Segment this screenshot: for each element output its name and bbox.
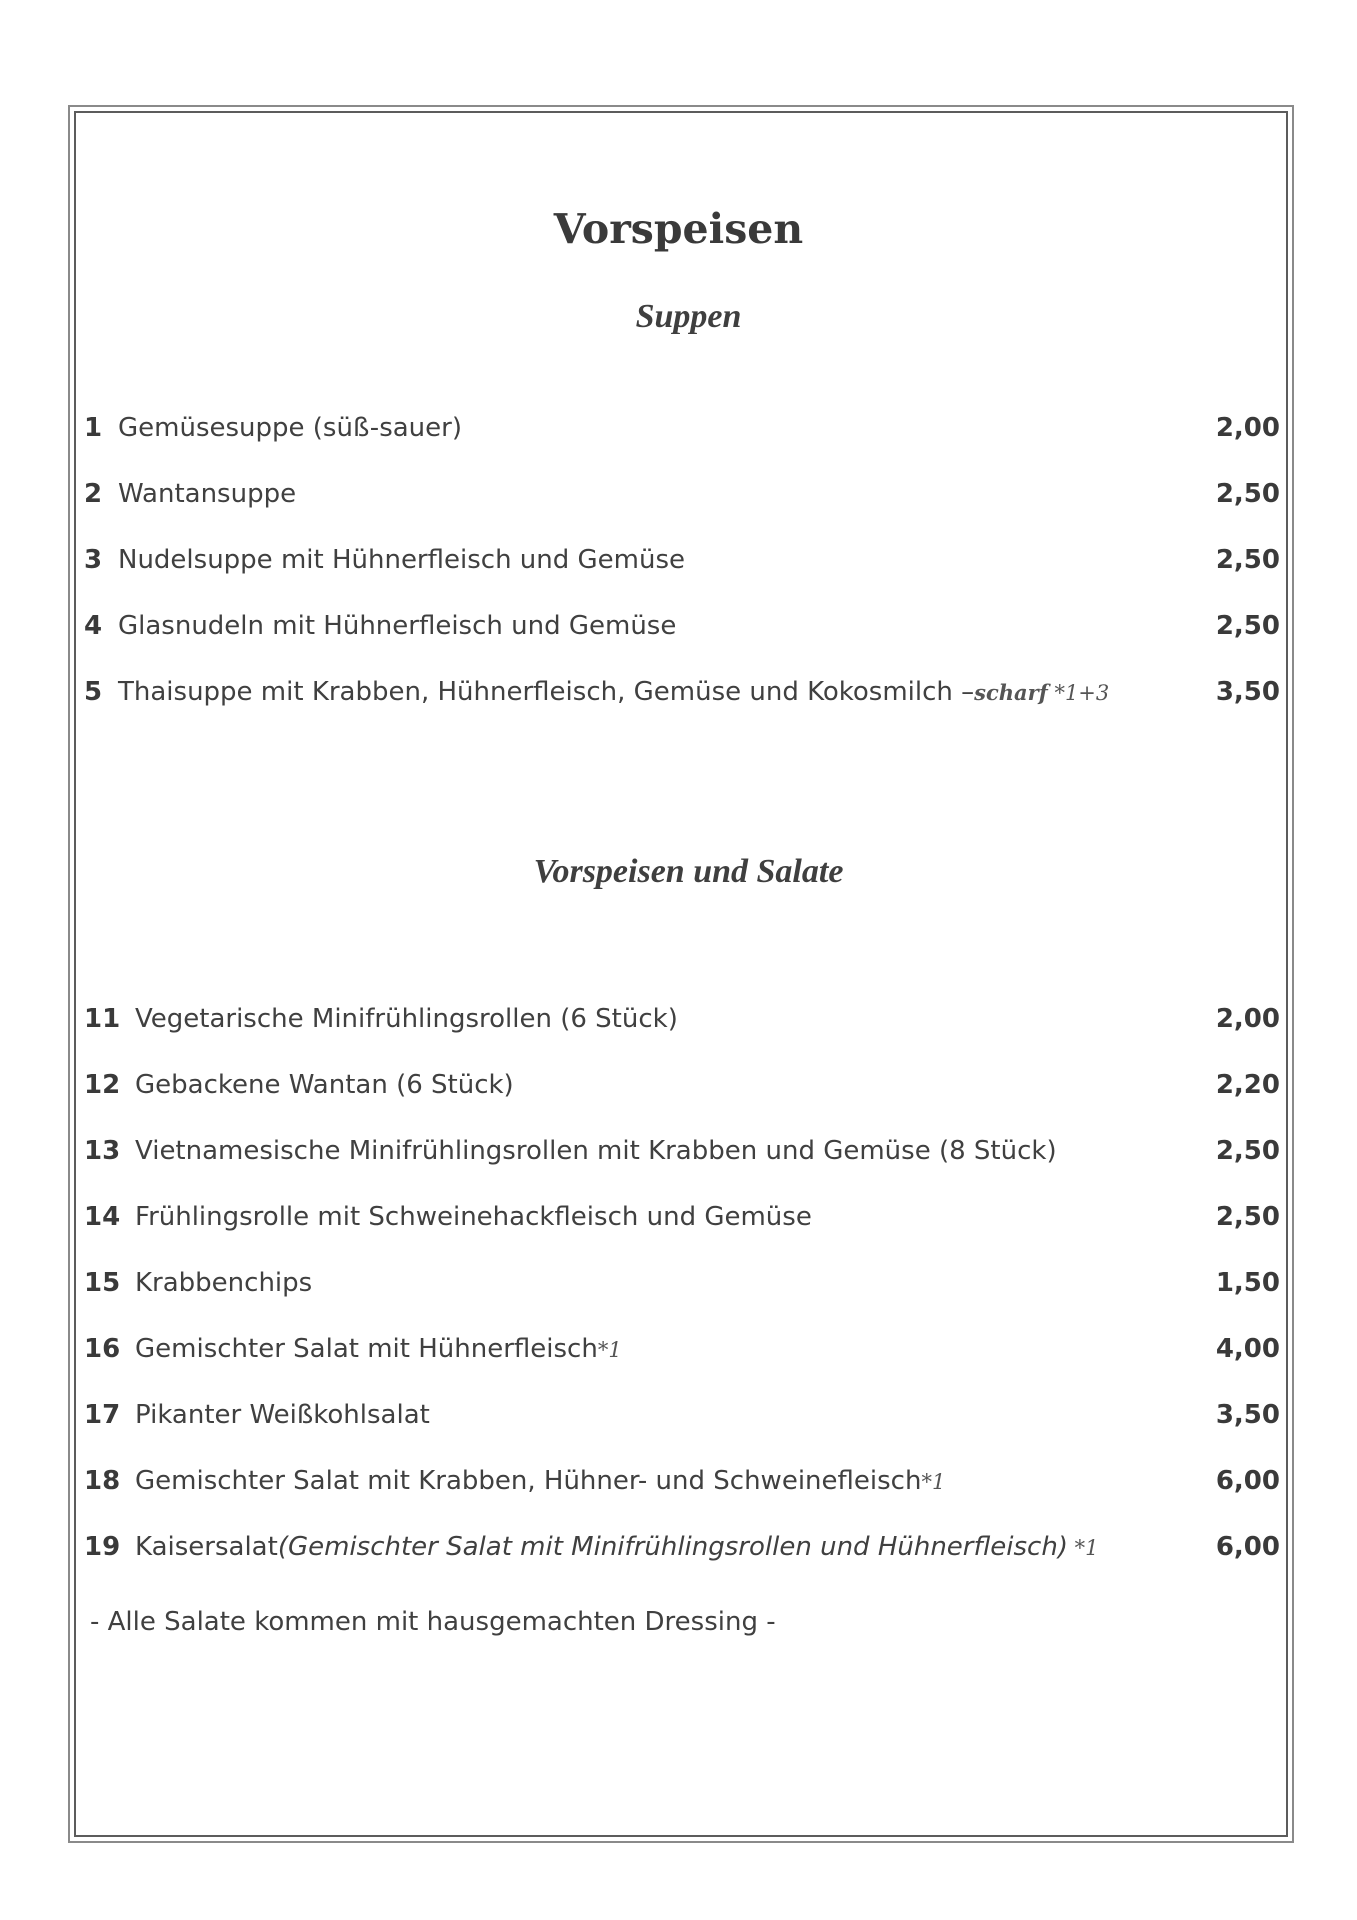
item-number: 17 [84,1400,121,1430]
item-number: 14 [84,1202,121,1232]
item-number: 3 [84,545,103,575]
item-price: 2,50 [1215,479,1280,509]
item-price: 3,50 [1215,677,1280,707]
menu-item [84,1263,1280,1303]
menu-item [84,1461,1280,1501]
item-name: Glasnudeln mit Hühnerfleisch und Gemüse [118,611,677,641]
item-price: 2,50 [1215,545,1280,575]
item-name: Frühlingsrolle mit Schweinehackfleisch und Gemüse [135,1202,812,1232]
menu-item [84,408,1280,448]
spicy-note: scharf [974,680,1048,705]
item-name: Wantansuppe [118,479,297,509]
page-title: Vorspeisen [553,205,804,253]
item-number: 2 [84,479,103,509]
item-number: 16 [84,1334,121,1364]
salad-dressing-note: - Alle Salate kommen mit hausgemachten Dressing - [90,1607,776,1637]
item-price: 2,00 [1215,413,1280,443]
item-number: 5 [84,677,103,707]
menu-item [84,1197,1280,1237]
item-price: 6,00 [1215,1532,1280,1562]
section-heading-suppen: Suppen [635,298,742,335]
item-price: 2,00 [1215,1004,1280,1034]
item-number: 11 [84,1004,121,1034]
item-number: 13 [84,1136,121,1166]
item-price: 4,00 [1215,1334,1280,1364]
allergen-note: *1+3 [1047,681,1110,705]
item-price: 2,20 [1215,1070,1280,1100]
item-number: 18 [84,1466,121,1496]
item-name: Krabbenchips [135,1268,313,1298]
menu-item [84,1131,1280,1171]
item-number: 4 [84,611,103,641]
page-border-inner [74,111,1288,1837]
item-name: Gebackene Wantan (6 Stück) [135,1070,514,1100]
allergen-note: *1 [921,1470,946,1494]
item-name: Gemischter Salat mit Krabben, Hühner- und Schweinefleisch [135,1466,922,1496]
item-name: Gemischter Salat mit Hühnerfleisch [135,1334,598,1364]
item-price: 2,50 [1215,611,1280,641]
menu-item [84,672,1280,712]
menu-item [84,999,1280,1039]
item-name: Kaisersalat [135,1532,278,1562]
item-name: Thaisuppe mit Krabben, Hühnerfleisch, Gemüse und Kokosmilch – [118,677,975,707]
item-price: 3,50 [1215,1400,1280,1430]
item-price: 1,50 [1215,1268,1280,1298]
menu-item [84,1065,1280,1105]
item-number: 19 [84,1532,121,1562]
allergen-note: *1 [1067,1536,1099,1560]
item-number: 12 [84,1070,121,1100]
item-name: Vegetarische Minifrühlingsrollen (6 Stück) [135,1004,678,1034]
item-name: Pikanter Weißkohlsalat [135,1400,430,1430]
item-name: Vietnamesische Minifrühlingsrollen mit Krabben und Gemüse (8 Stück) [135,1136,1057,1166]
menu-item [84,1329,1280,1369]
item-number: 1 [84,413,103,443]
item-name: Nudelsuppe mit Hühnerfleisch und Gemüse [118,545,686,575]
item-name: Gemüsesuppe (süß-sauer) [118,413,462,443]
item-price: 6,00 [1215,1466,1280,1496]
menu-item [84,1395,1280,1435]
section-heading-vorspeisen-salate: Vorspeisen und Salate [533,853,844,890]
menu-item [84,474,1280,514]
allergen-note: *1 [597,1338,622,1362]
menu-item [84,606,1280,646]
menu-item [84,540,1280,580]
item-price: 2,50 [1215,1136,1280,1166]
menu-item [84,1527,1280,1567]
item-price: 2,50 [1215,1202,1280,1232]
item-number: 15 [84,1268,121,1298]
item-description: (Gemischter Salat mit Minifrühlingsrollen und Hühnerfleisch) [277,1532,1068,1562]
